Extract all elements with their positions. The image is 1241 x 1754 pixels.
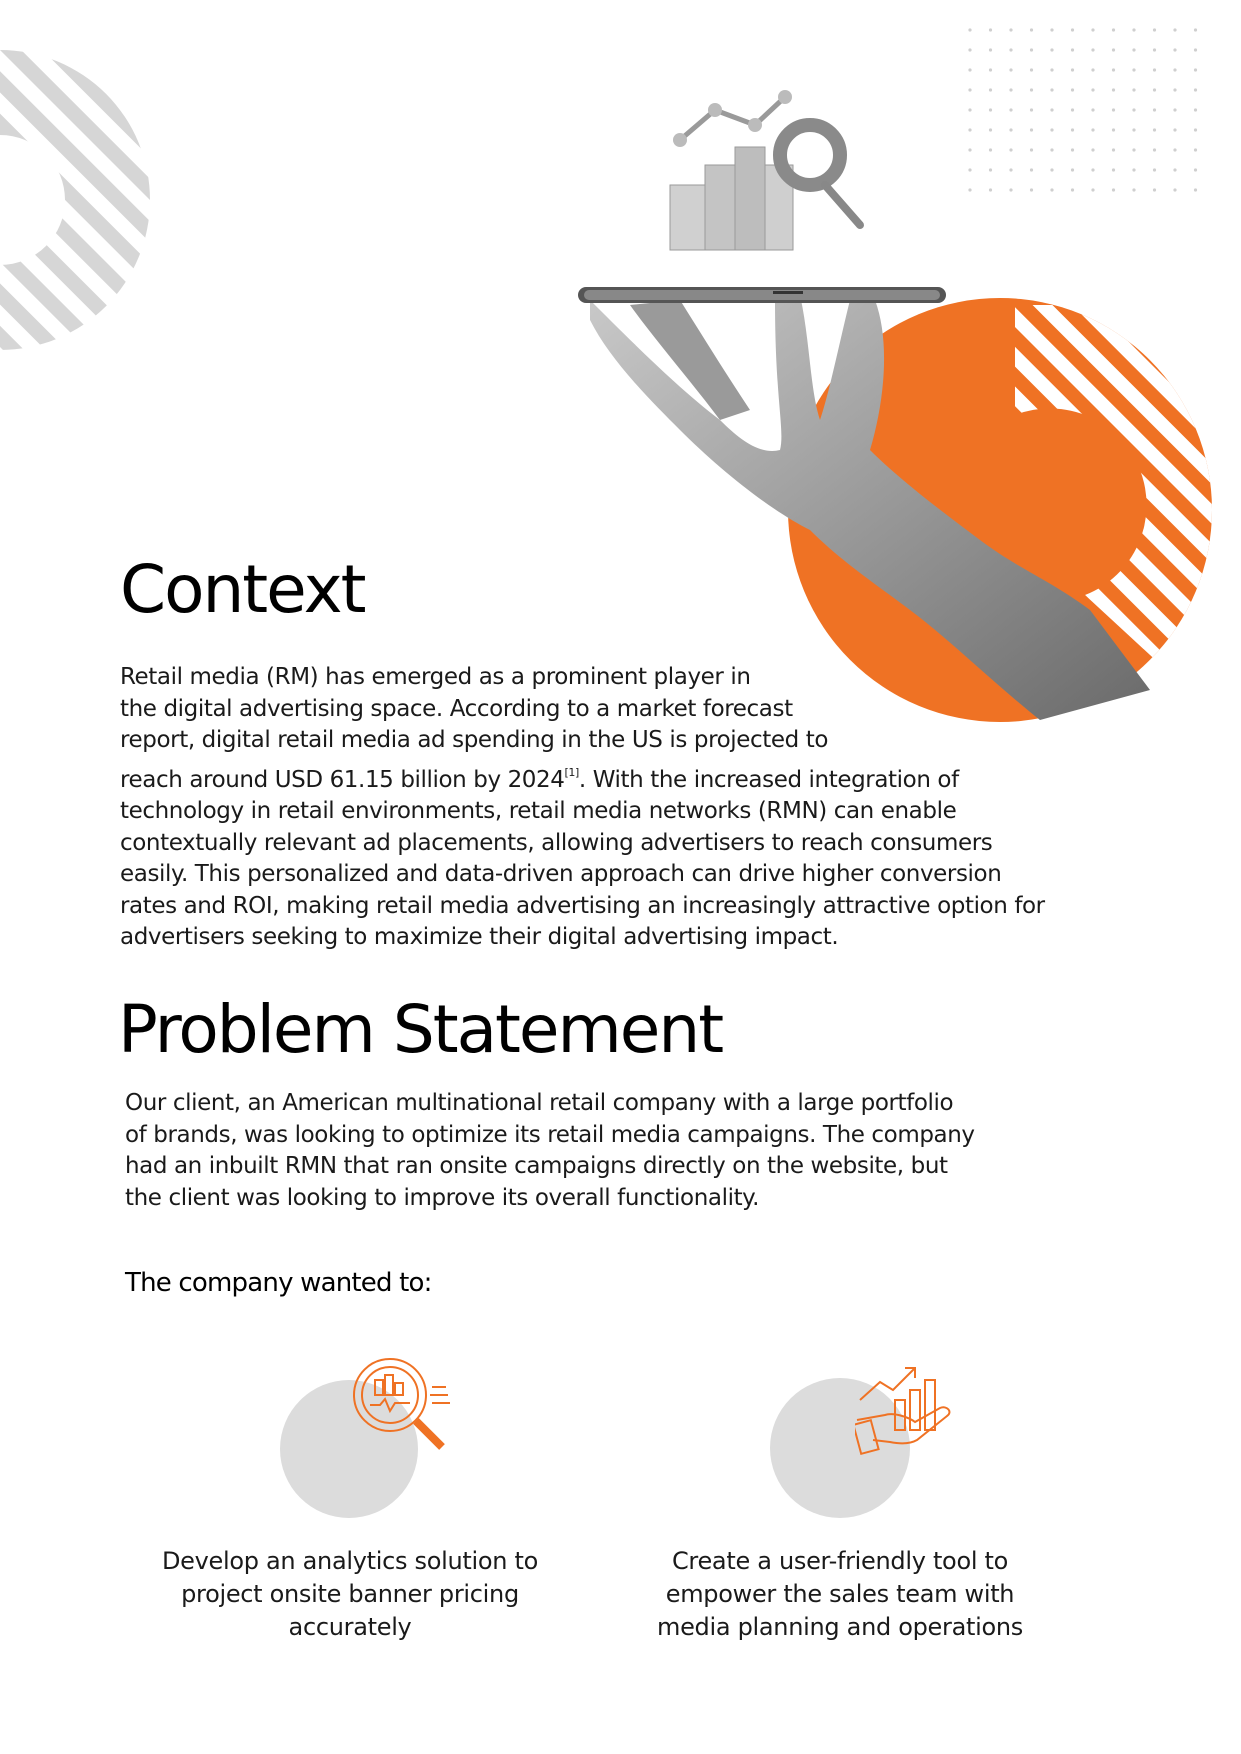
grid-dot	[1153, 108, 1156, 111]
grid-dot	[989, 68, 992, 71]
grid-dot	[1091, 128, 1094, 131]
grid-dot	[1132, 108, 1135, 111]
grid-dot	[1112, 108, 1115, 111]
goal-2-line: empower the sales team with	[665, 1580, 1015, 1608]
grid-dot	[1050, 88, 1053, 91]
grid-dot	[1173, 188, 1176, 191]
grid-dot	[968, 128, 971, 131]
grid-dot	[989, 148, 992, 151]
context-line: Retail media (RM) has emerged as a prominent player in	[120, 664, 751, 690]
grid-dot	[1009, 128, 1012, 131]
context-line	[120, 757, 1120, 797]
grid-dot	[1153, 148, 1156, 151]
context-line-text: reach around USD 61.15 billion by 2024	[120, 766, 565, 793]
grid-dot	[1132, 68, 1135, 71]
grid-dot	[1173, 68, 1176, 71]
grid-dot	[968, 88, 971, 91]
grid-dot	[1009, 168, 1012, 171]
grid-dot	[989, 48, 992, 51]
grid-dot	[968, 188, 971, 191]
grid-dot	[1071, 188, 1074, 191]
problem-line: had an inbuilt RMN that ran onsite campaigns directly on the website, but	[125, 1153, 948, 1179]
grid-dot	[1112, 168, 1115, 171]
grid-dot	[1112, 128, 1115, 131]
context-paragraph	[120, 662, 1120, 954]
grid-dot	[1050, 108, 1053, 111]
company-wanted-heading: The company wanted to:	[125, 1268, 432, 1298]
grid-dot	[1112, 88, 1115, 91]
grid-dot	[1153, 168, 1156, 171]
grid-dot	[1091, 168, 1094, 171]
grid-dot	[1132, 48, 1135, 51]
grid-dot	[1009, 68, 1012, 71]
grid-dot	[1132, 88, 1135, 91]
grid-dot	[1132, 128, 1135, 131]
hand-holding-phone-illustration	[570, 280, 1170, 720]
grid-dot	[1194, 88, 1197, 91]
grid-dot	[989, 188, 992, 191]
grid-dot	[1009, 148, 1012, 151]
grid-dot	[1153, 188, 1156, 191]
grid-dot	[1153, 48, 1156, 51]
grid-dot	[1132, 188, 1135, 191]
grid-dot	[1030, 188, 1033, 191]
analytics-magnifier-icon	[350, 1355, 460, 1460]
grid-dot	[968, 68, 971, 71]
grid-dot	[1091, 108, 1094, 111]
grid-dot	[1194, 148, 1197, 151]
grid-dot	[1071, 88, 1074, 91]
grid-dot	[1071, 168, 1074, 171]
grid-dot	[968, 168, 971, 171]
grid-dot	[1071, 68, 1074, 71]
grid-dot	[968, 28, 971, 31]
grid-dot	[1173, 48, 1176, 51]
context-line: the digital advertising space. According to a market forecast	[120, 695, 793, 722]
context-line: advertisers seeking to maximize their digital advertising impact.	[120, 924, 839, 950]
grid-dot	[1132, 28, 1135, 31]
grid-dot	[1009, 88, 1012, 91]
context-line-tail: . With the increased integration of	[578, 766, 959, 793]
grid-dot	[1153, 128, 1156, 131]
grid-dot	[1194, 48, 1197, 51]
phone-illustration	[578, 283, 948, 307]
grid-dot	[1030, 128, 1033, 131]
grid-dot	[1194, 188, 1197, 191]
grid-dot	[1071, 108, 1074, 111]
problem-statement-heading: Problem Statement	[118, 991, 723, 1068]
grid-dot	[1050, 148, 1053, 151]
grid-dot	[1091, 148, 1094, 151]
context-line: easily. This personalized and data-driven approach can drive higher conversion	[120, 861, 1002, 887]
goal-1-line: Develop an analytics solution to	[161, 1547, 539, 1575]
grid-dot	[1050, 28, 1053, 31]
grid-dot	[1173, 128, 1176, 131]
grid-dot	[1194, 128, 1197, 131]
grid-dot	[1173, 168, 1176, 171]
grid-dot	[968, 148, 971, 151]
grid-dot	[1153, 28, 1156, 31]
problem-line: the client was looking to improve its overall functionality.	[125, 1184, 760, 1211]
grid-dot	[1071, 148, 1074, 151]
grid-dot	[1132, 148, 1135, 151]
grid-dot	[1030, 168, 1033, 171]
context-line: contextually relevant ad placements, allowing advertisers to reach consumers	[120, 829, 993, 856]
grid-dot	[1194, 168, 1197, 171]
context-heading: Context	[120, 551, 365, 628]
grid-dot	[1091, 48, 1094, 51]
goal-2-text	[620, 1545, 1060, 1644]
problem-line: Our client, an American multinational retail company with a large portfolio	[125, 1090, 954, 1116]
grid-dot	[1112, 148, 1115, 151]
grid-dot	[1050, 68, 1053, 71]
grid-dot	[1009, 48, 1012, 51]
striped-arc-decoration	[0, 50, 160, 350]
grid-dot	[1030, 28, 1033, 31]
grid-dot	[1030, 48, 1033, 51]
dot-grid-decoration	[966, 24, 1216, 204]
context-line: technology in retail environments, retail media networks (RMN) can enable	[120, 798, 957, 824]
grid-dot	[1009, 28, 1012, 31]
grid-dot	[1112, 188, 1115, 191]
grid-dot	[1112, 68, 1115, 71]
grid-dot	[1153, 88, 1156, 91]
grid-dot	[1091, 188, 1094, 191]
grid-dot	[1050, 48, 1053, 51]
grid-dot	[989, 28, 992, 31]
grid-dot	[1173, 108, 1176, 111]
grid-dot	[1173, 148, 1176, 151]
goal-2-line: Create a user-friendly tool to	[671, 1547, 1009, 1575]
chart-analysis-illustration	[660, 85, 890, 260]
goal-1-line: accurately	[288, 1613, 412, 1641]
grid-dot	[1071, 128, 1074, 131]
grid-dot	[989, 168, 992, 171]
grid-dot	[1030, 148, 1033, 151]
grid-dot	[989, 108, 992, 111]
footnote-reference[interactable]: [1]	[564, 765, 579, 779]
grid-dot	[968, 48, 971, 51]
grid-dot	[968, 108, 971, 111]
grid-dot	[1091, 88, 1094, 91]
grid-dot	[1194, 28, 1197, 31]
hand-growth-chart-icon	[855, 1360, 955, 1460]
grid-dot	[1050, 188, 1053, 191]
grid-dot	[1173, 88, 1176, 91]
grid-dot	[1173, 28, 1176, 31]
grid-dot	[1132, 168, 1135, 171]
grid-dot	[1009, 108, 1012, 111]
context-line: rates and ROI, making retail media advertising an increasingly attractive option for	[120, 892, 1045, 919]
grid-dot	[1112, 48, 1115, 51]
grid-dot	[1050, 128, 1053, 131]
context-line: report, digital retail media ad spending in the US is projected to	[120, 727, 829, 753]
grid-dot	[1030, 88, 1033, 91]
goal-2-line: media planning and operations	[657, 1613, 1023, 1641]
grid-dot	[1194, 108, 1197, 111]
grid-dot	[1091, 68, 1094, 71]
problem-line: of brands, was looking to optimize its retail media campaigns. The company	[125, 1121, 975, 1148]
grid-dot	[989, 88, 992, 91]
grid-dot	[1091, 28, 1094, 31]
grid-dot	[1153, 68, 1156, 71]
grid-dot	[1050, 168, 1053, 171]
grid-dot	[1112, 28, 1115, 31]
grid-dot	[1009, 188, 1012, 191]
grid-dot	[1194, 68, 1197, 71]
grid-dot	[1030, 108, 1033, 111]
problem-paragraph	[125, 1088, 1125, 1214]
grid-dot	[1071, 28, 1074, 31]
goal-1-line: project onsite banner pricing	[181, 1580, 519, 1608]
grid-dot	[989, 128, 992, 131]
grid-dot	[1030, 68, 1033, 71]
goal-1-text	[130, 1545, 570, 1644]
grid-dot	[1071, 48, 1074, 51]
